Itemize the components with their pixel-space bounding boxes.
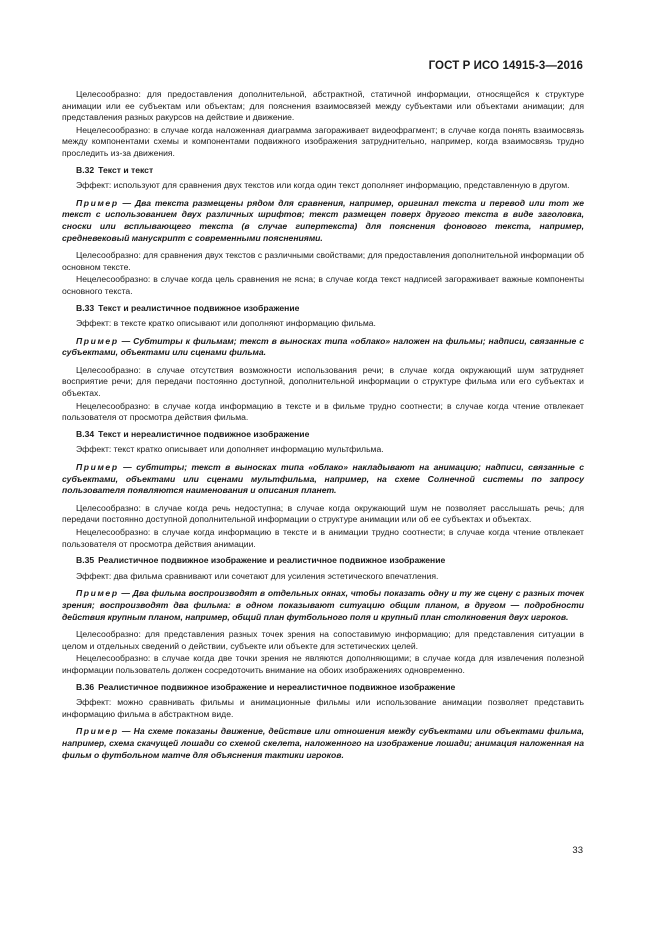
example-text: — Два текста размещены рядом для сравнения, например, оригинал текста и перевод или тот же текст с использованием двух различных шрифтов; текст размещен поверх другого текста в виде заголовка, сноски или всплывающего текста (в случае гипертекста) для пояснения фонового текста, например, средневековый манускрипт с современными пояснениями. <box>62 197 584 243</box>
paragraph: Нецелесообразно: в случае когда наложенная диаграмма загораживает видеофрагмент; в случае когда понять взаимосвязь между компонентами схемы и компонентами подвижного изображения затруднительно, например, когда взаимосвязь трудно проследить из-за движения. <box>62 124 584 158</box>
section-title: Реалистичное подвижное изображение и нереалистичное подвижное изображение <box>98 681 456 692</box>
paragraph: Нецелесообразно: в случае когда цель сравнения не ясна; в случае когда текст надписей загораживает важные компоненты основного текста. <box>62 274 584 296</box>
example-paragraph <box>62 726 584 761</box>
intro-block <box>62 89 584 160</box>
effect-paragraph: Эффект: в тексте кратко описывают или дополняют информацию фильма. <box>76 318 376 329</box>
example-paragraph <box>62 198 584 244</box>
example-text: — На схеме показаны движение, действие или отношения между субъектами или объектами фильма, например, схема скачущей лошади со схемой скелета, наложенного на изображение лошади; анимация наложенная на фильм о футбольном матче для объяснения тактики игроков. <box>62 726 584 760</box>
section-b34 <box>62 429 584 550</box>
section-number: B.36 <box>76 681 95 692</box>
document-body <box>62 89 584 767</box>
effect-paragraph: Эффект: используют для сравнения двух текстов или когда один текст дополняет информацию, представленную в другом. <box>76 180 570 191</box>
section-heading <box>62 429 584 441</box>
section-b35 <box>62 555 584 676</box>
effect-paragraph: Эффект: можно сравнивать фильмы и анимационные фильмы или использование анимации позволяет представить информацию фильма в абстрактном виде. <box>62 697 584 719</box>
section-heading <box>62 165 584 177</box>
example-label: Пример <box>76 588 119 599</box>
section-number: B.33 <box>76 302 95 313</box>
section-title: Текст и реалистичное подвижное изображение <box>98 302 300 313</box>
paragraph: Целесообразно: для представления разных точек зрения на сопоставимую информацию; для представления ситуации в целом и отдельных сведений о действии, субъекте или объекте для эстетических целей. <box>62 629 584 651</box>
example-text: — субтитры; текст в выносках типа «облако» накладывают на анимацию; надписи, связанные с субъектами, объектами или сценами мультфильма, например, на схеме Солнечной системы по запросу пользователя появляются наименования и описания планет. <box>62 462 584 496</box>
section-heading <box>62 555 584 567</box>
example-label: Пример <box>76 462 119 473</box>
section-title: Реалистичное подвижное изображение и реалистичное подвижное изображение <box>98 555 446 566</box>
section-b32 <box>62 165 584 298</box>
section-number: B.34 <box>76 428 95 439</box>
section-heading <box>62 303 584 315</box>
page-number: 33 <box>572 845 583 856</box>
paragraph: Целесообразно: в случае когда речь недоступна; в случае когда окружающий шум не позволяет расслышать речь; для передачи постоянно доступной дополнительной информации о структуре анимации или об ее субъектах и объектах. <box>62 502 584 525</box>
section-title: Текст и нереалистичное подвижное изображение <box>98 428 310 439</box>
paragraph: Целесообразно: для предоставления дополнительной, абстрактной, статичной информации, относящейся к структуре анимации или ее субъектам или объектам; для пояснения взаимосвязей между субъектами или объектами анимации; для представления разных ракурсов на действие и движение. <box>62 89 584 123</box>
example-text: — Два фильма воспроизводят в отдельных окнах, чтобы показать одну и ту же сцену с разных точек зрения; воспроизводят два фильма: в одном показывают ситуацию общим планом, в другом — подробности действия крупным планом, например, общий план футбольного поля и крупный план столкновения двух игроков. <box>62 588 584 622</box>
section-heading <box>62 682 584 694</box>
paragraph: Целесообразно: для сравнения двух текстов с различными свойствами; для предоставления дополнительной информации об основном тексте. <box>62 250 584 272</box>
paragraph: Нецелесообразно: в случае когда две точки зрения не являются дополняющими; в случае когда для извлечения полезной информации пользователь должен сосредоточить внимание на обоих изображениях одновременно. <box>62 653 584 675</box>
example-label: Пример <box>76 197 119 208</box>
paragraph: Нецелесообразно: в случае когда информацию в тексте и в анимации трудно соотнести; в случае когда чтение отвлекает пользователя от просмотра действия анимации. <box>62 527 584 549</box>
example-text: — Субтитры к фильмам; текст в выносках типа «облако» наложен на фильмы; надписи, связанные с субъектами, объектами или сценами фильма. <box>62 335 584 358</box>
example-paragraph <box>62 462 584 497</box>
paragraph: Целесообразно: в случае отсутствия возможности использования речи; в случае когда окружающий шум затрудняет восприятие речи; для передачи постоянно доступной, дополнительной информации о структуре фильма или его субъектах и объектах. <box>62 364 584 399</box>
document-header: ГОСТ Р ИСО 14915-3—2016 <box>428 60 583 72</box>
section-number: B.32 <box>76 164 95 175</box>
effect-paragraph: Эффект: текст кратко описывает или дополняет информацию мультфильма. <box>76 444 384 455</box>
section-b33 <box>62 303 584 424</box>
example-paragraph <box>62 588 584 623</box>
section-title: Текст и текст <box>98 164 154 175</box>
example-label: Пример <box>76 726 119 737</box>
section-number: B.35 <box>76 555 95 566</box>
section-b36 <box>62 682 584 762</box>
example-paragraph <box>62 336 584 359</box>
example-label: Пример <box>76 335 119 346</box>
paragraph: Нецелесообразно: в случае когда информацию в тексте и в фильме трудно соотнести; в случае когда чтение отвлекает пользователя от просмотра действия фильма. <box>62 400 584 423</box>
effect-paragraph: Эффект: два фильма сравнивают или сочетают для усиления эстетического впечатления. <box>76 570 439 581</box>
